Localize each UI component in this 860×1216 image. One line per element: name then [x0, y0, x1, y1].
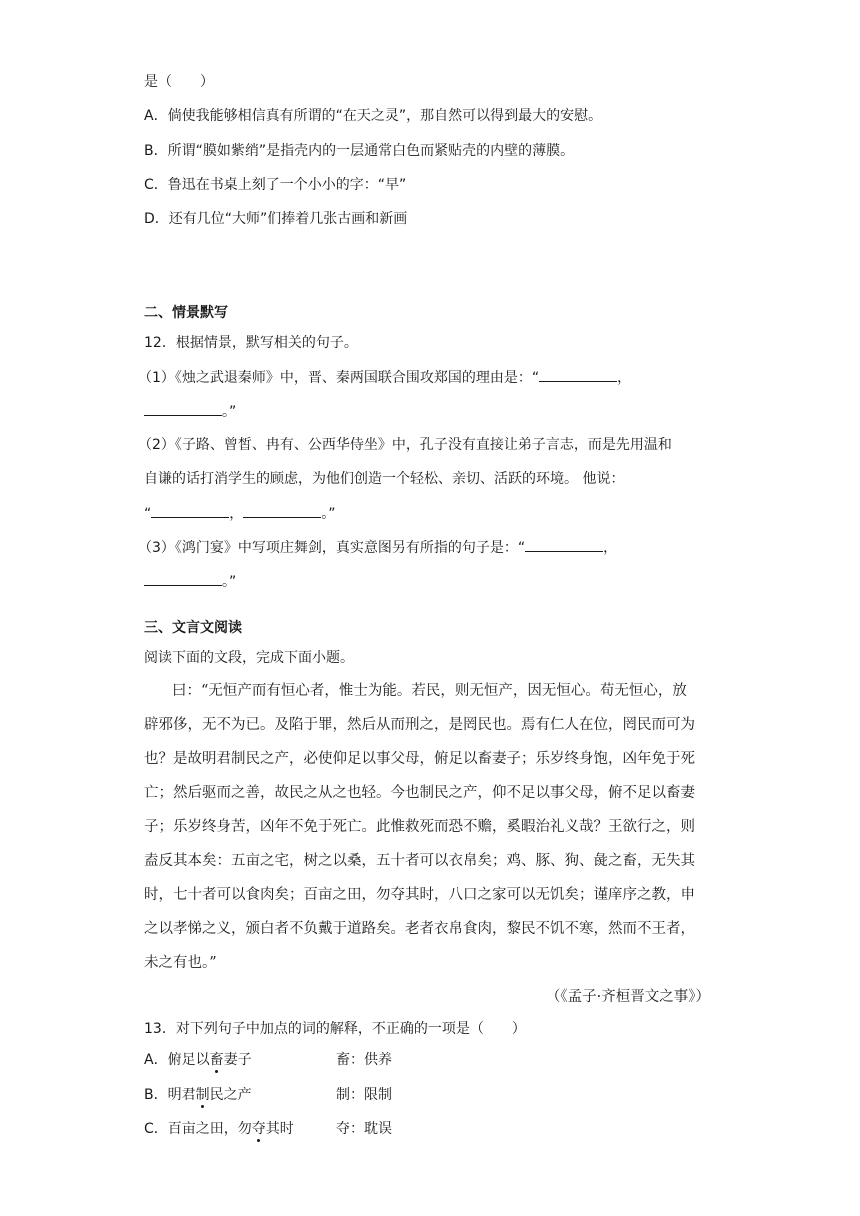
answer-blank[interactable]	[144, 571, 222, 586]
passage-line: 未之有也。”	[144, 955, 217, 971]
q11-option-d: D．还有几位“大师”们捧着几张古画和新画	[144, 211, 408, 227]
passage-line: 辟邪侈，无不为已。及陷于罪，然后从而刑之，是罔民也。焉有仁人在位，罔民而可为	[144, 717, 695, 733]
q11-option-a: A．倘使我能够相信真有所谓的“在天之灵”，那自然可以得到最大的安慰。	[144, 108, 603, 124]
answer-blank[interactable]	[151, 503, 229, 518]
q12-sub3-line1: （3）《鸿门宴》中写项庄舞剑，真实意图另有所指的句子是：“ ，	[138, 537, 617, 558]
q12-sub2-line2: 自谦的话打消学生的顾虑，为他们创造一个轻松、亲切、活跃的环境。 他说：	[144, 471, 625, 487]
dotted-character: 制	[195, 1087, 210, 1103]
q12-sub1-line2: 。”	[144, 401, 236, 422]
q12-stem: 12．根据情景，默写相关的句子。	[144, 335, 358, 351]
q11-option-b: B．所谓“膜如紫绡”是指壳内的一层通常白色而紧贴壳的内壁的薄膜。	[144, 143, 575, 159]
answer-blank[interactable]	[525, 537, 603, 552]
q12-sub1-line1: （1）《烛之武退秦师》中，晋、秦两国联合围攻郑国的理由是：“ ，	[138, 367, 631, 388]
q12-sub2-line3: “ ， 。”	[144, 503, 336, 524]
dotted-character: 畜	[209, 1052, 224, 1068]
passage-line: 盍反其本矣：五亩之宅，树之以桑，五十者可以衣帛矣；鸡、豚、狗、彘之畜，无失其	[144, 853, 695, 869]
q13-option-a: A．俯足以畜妻子 畜：供养	[144, 1052, 392, 1068]
section-3-title: 三、文言文阅读	[144, 620, 242, 636]
passage-source: （《孟子·齐桓晋文之事》）	[545, 989, 710, 1005]
answer-blank[interactable]	[243, 503, 321, 518]
passage-line: 之以孝悌之义，颁白者不负戴于道路矣。老者衣帛食肉，黎民不饥不寒，然而不王者，	[144, 921, 695, 937]
reading-intro: 阅读下面的文段，完成下面小题。	[144, 650, 354, 666]
q12-sub3-line2: 。”	[144, 571, 236, 592]
q11-stem-tail: 是（ ）	[144, 74, 214, 90]
dotted-character: 夺	[251, 1121, 266, 1137]
answer-blank[interactable]	[539, 367, 617, 382]
passage-line: 曰：“无恒产而有恒心者，惟士为能。若民，则无恒产，因无恒心。苟无恒心，放	[172, 683, 687, 699]
q13-option-c: C．百亩之田，勿夺其时 夺：耽误	[144, 1121, 392, 1137]
passage-line: 也？是故明君制民之产，必使仰足以事父母，俯足以畜妻子；乐岁终身饱，凶年免于死	[144, 751, 695, 767]
q11-option-c: C．鲁迅在书桌上刻了一个小小的字：“早”	[144, 177, 407, 193]
q12-sub2-line1: （2）《子路、曾皙、冉有、公西华侍坐》中，孔子没有直接让弟子言志，而是先用温和	[138, 437, 672, 453]
passage-line: 亡；然后驱而之善，故民之从之也轻。今也制民之产，仰不足以事父母，俯不足以畜妻	[144, 785, 695, 801]
q13-option-b: B．明君制民之产 制：限制	[144, 1087, 392, 1103]
passage-line: 时，七十者可以食肉矣；百亩之田，勿夺其时，八口之家可以无饥矣；谨庠序之教，申	[144, 887, 695, 903]
answer-blank[interactable]	[144, 401, 222, 416]
passage-line: 子；乐岁终身苦，凶年不免于死亡。此惟救死而恐不赡，奚暇治礼义哉？王欲行之，则	[144, 819, 695, 835]
q13-stem: 13．对下列句子中加点的词的解释，不正确的一项是（ ）	[144, 1021, 526, 1037]
section-2-title: 二、情景默写	[144, 305, 228, 321]
